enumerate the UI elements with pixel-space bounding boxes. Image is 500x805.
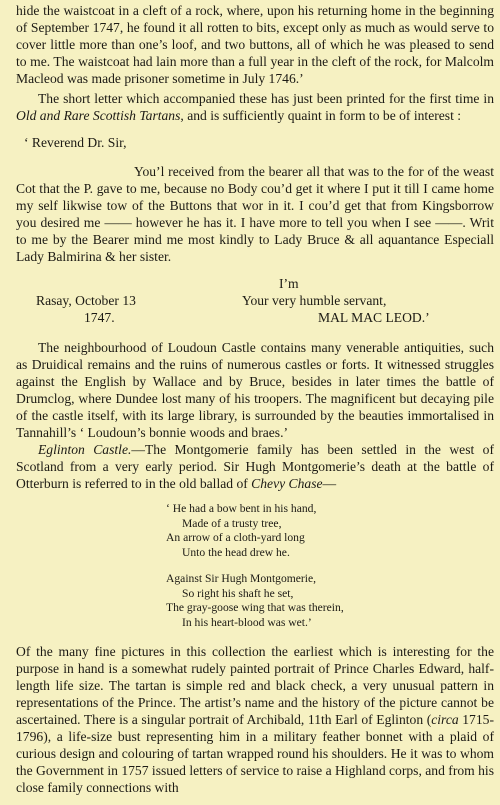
letter-body: You’l received from the bearer all that was to the for of the weast Cot that the P. gave to me, because no Body cou’d get it where I put it till I came home my self likwise tow of the Buttons that wor in it. I cou’d get that from Kingsborrow you desired me —— however he has it. I have more to tell you when I see ——. Writ to me by the Bearer mind me most kindly to Lady Bruce & all aquantance Especiall Lady Balmirina & her sister.: [16, 164, 494, 264]
paragraph-pictures-text: Of the many fine pictures in this collection the earliest which is interesting for the purpose in hand is a somewhat rudely painted portrait of Prince Charles Edward, half-length life size. The tartan is simple red and black check, a very unusual pattern in representations of the Prince. The artist’s name and the history of the picture cannot be ascertained. There is a singular portrait of Archibald, 11th Earl of Eglinton (: [16, 644, 494, 727]
paragraph-short-letter-text: The short letter which accompanied these has just been printed for the first time in: [38, 91, 494, 106]
ballad-line: An arrow of a cloth-yard long: [166, 531, 305, 544]
ballad-stanza-1: [166, 502, 494, 560]
ballad-line: So right his shaft he set,: [182, 586, 294, 600]
ballad-line: ‘ He had a bow bent in his hand,: [166, 502, 317, 515]
section-heading-eglinton: Eglinton Castle.: [38, 442, 132, 457]
paragraph-pictures: [16, 643, 494, 796]
paragraph-eglinton: [16, 441, 494, 492]
letter-servant-line: Your very humble servant,: [242, 293, 387, 308]
paragraph-short-letter-end: , and is sufficiently quaint in form to be of interest :: [180, 108, 462, 123]
paragraph-eglinton-dash: —: [322, 476, 337, 491]
paragraph-short-letter: [16, 90, 494, 124]
letter-closing: [16, 275, 494, 327]
ballad-line: Unto the head drew he.: [182, 545, 290, 559]
paragraph-eglinton-text: —The Montgomerie family has been settled in the west of Scotland from a very early period. Sir Hugh Montgomerie’s death at the battle of Otterburn is referred to in the old ballad of: [16, 442, 494, 491]
paragraph-pictures-end: 1715-1796), a life-size bust representing him in a military feather bonnet with a plaid of curious design and colouring of tartan wrapped round his shoulders. He it was to whom the Government in 1757 issued letters of service to raise a Highland corps, and from his close family connections with: [16, 712, 494, 795]
circa-italic: circa: [431, 712, 459, 727]
ballad-title-italic: Chevy Chase: [251, 476, 323, 491]
letter-im: I’m: [279, 276, 299, 291]
ballad-line: In his heart-blood was wet.’: [182, 615, 312, 629]
letter-place-date: Rasay, October 13: [36, 293, 136, 308]
ballad-stanza-2: [166, 572, 494, 630]
ballad-line: The gray-goose wing that was therein,: [166, 601, 344, 614]
ballad-line: Against Sir Hugh Montgomerie,: [166, 572, 317, 585]
ballad-line: Made of a trusty tree,: [182, 516, 282, 530]
paragraph-loudoun: The neighbourhood of Loudoun Castle contains many venerable antiquities, such as Druidical remains and the ruins of numerous castles or forts. It witnessed struggles against the English by Wallace and by Bruce, besides in later times the battle of Drumclog, where Dundee lost many of his troopers. The magnificent but decaying pile of the castle itself, with its large library, is surrounded by the beauties immortalised in Tannahill’s ‘ Loudoun’s bonnie woods and braes.’: [16, 340, 494, 440]
ballad-quote: [166, 502, 494, 630]
letter-salutation: ‘ Reverend Dr. Sir,: [24, 135, 127, 150]
letter-signature: MAL MAC LEOD.’: [318, 310, 430, 325]
letter-year: 1747.: [84, 310, 115, 325]
paragraph-waistcoat: hide the waistcoat in a cleft of a rock, where, upon his returning home in the beginning of September 1747, he found it all rotten to bits, except only as much as would serve to cover little more than one’s loof, and two buttons, all of which he was pleased to send to me. The waistcoat had lain more than a full year in the cleft of the rock, for Malcolm Macleod was made prisoner sometime in July 1746.’: [16, 3, 494, 86]
book-title-italic: Old and Rare Scottish Tartans: [16, 108, 181, 123]
